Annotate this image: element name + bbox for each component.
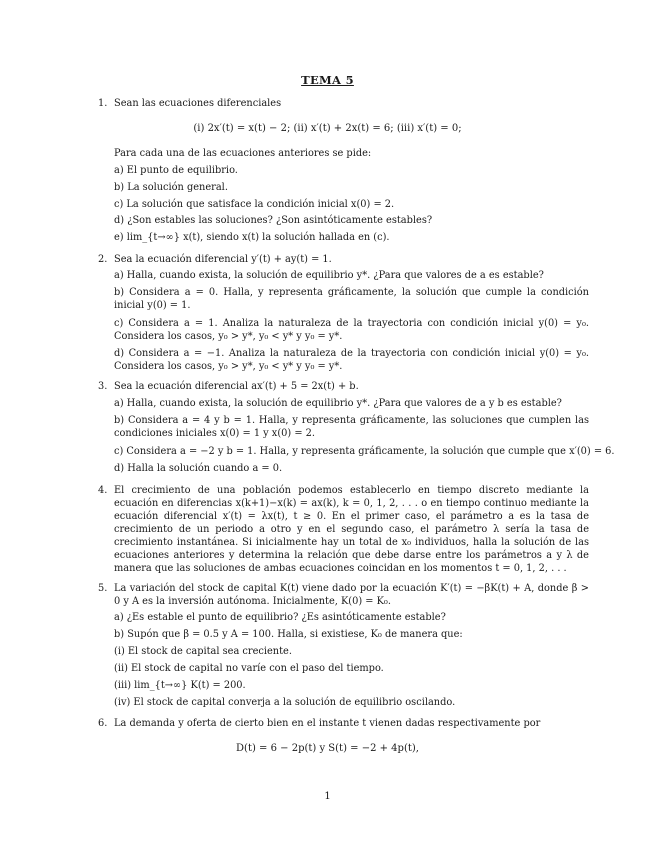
problem-3-item-b: b) Considera a = 4 y b = 1. Halla, y representa gráficamente, las soluciones que cumplen las condiciones iniciales x(0) = 1 y x(0) = 2. — [114, 415, 589, 439]
problem-2-number: 2. — [98, 254, 108, 265]
problem-2-item-c: c) Considera a = 1. Analiza la naturaleza de la trayectoria con condición inicial y(0) = y₀. Considera los casos, y₀ > y*, y₀ < y* y y₀ = y*. — [114, 318, 589, 342]
problem-1-intro: Sean las ecuaciones diferenciales — [114, 98, 282, 109]
problem-3-item-c: c) Considera a = −2 y b = 1. Halla, y representa gráficamente, la solución que cumple que x′(0) = 6. — [114, 446, 615, 457]
problem-3-intro: Sea la ecuación diferencial ax′(t) + 5 = 2x(t) + b. — [114, 381, 359, 392]
problem-3-item-d: d) Halla la solución cuando a = 0. — [114, 463, 283, 474]
problem-1-item-c: c) La solución que satisface la condición inicial x(0) = 2. — [114, 199, 395, 210]
problem-5-item-b: b) Supón que β = 0.5 y A = 100. Halla, si existiese, K₀ de manera que: — [114, 629, 463, 640]
problem-6-number: 6. — [98, 718, 108, 729]
problem-1-equations: (i) 2x′(t) = x(t) − 2; (ii) x′(t) + 2x(t) = 6; (iii) x′(t) = 0; — [193, 123, 462, 134]
problem-6-equation: D(t) = 6 − 2p(t) y S(t) = −2 + 4p(t), — [236, 743, 419, 754]
problem-5-item-i: (i) El stock de capital sea creciente. — [114, 646, 292, 657]
problem-4-text: El crecimiento de una población podemos establecerlo en tiempo discreto mediante la ecuación en diferencias x(k+1)−x(k) = ax(k), k = 0, 1, 2, . . . o en tiempo continuo mediante la ecuación diferencial x′(t) = λx(t), t ≥ 0. En el primer caso, el parámetro a es la tasa de crecimiento de un periodo a otro y en el segundo caso, el parámetro λ sería la tasa de crecimiento instantánea. Si inicialmente hay un total de x₀ individuos, halla la solución de las ecuaciones anteriores y determina la relación que debe darse entre los parámetros a y λ de manera que las soluciones de ambas ecuaciones coincidan en los momentos t = 0, 1, 2, . . . — [114, 485, 589, 574]
problem-3-number: 3. — [98, 381, 108, 392]
problem-2-intro: Sea la ecuación diferencial y′(t) + ay(t) = 1. — [114, 254, 332, 265]
problem-1-number: 1. — [98, 98, 108, 109]
problem-5-item-iv: (iv) El stock de capital converja a la solución de equilibrio oscilando. — [114, 697, 456, 708]
problem-5-text: La variación del stock de capital K(t) viene dado por la ecuación K′(t) = −βK(t) + A, donde β > 0 y A es la inversión autónoma. Inicialmente, K(0) = K₀. — [114, 583, 589, 607]
page-title: TEMA 5 — [301, 73, 354, 87]
page-number: 1 — [324, 791, 331, 802]
problem-1-item-a: a) El punto de equilibrio. — [114, 165, 238, 176]
problem-4-number: 4. — [98, 485, 108, 496]
problem-2-item-b: b) Considera a = 0. Halla, y representa gráficamente, la solución que cumple la condición inicial y(0) = 1. — [114, 287, 589, 311]
problem-2-item-a: a) Halla, cuando exista, la solución de equilibrio y*. ¿Para que valores de a es estable? — [114, 270, 544, 281]
problem-1-item-d: d) ¿Son estables las soluciones? ¿Son asintóticamente estables? — [114, 215, 433, 226]
problem-5-item-a: a) ¿Es estable el punto de equilibrio? ¿Es asintóticamente estable? — [114, 612, 446, 623]
problem-2-item-d: d) Considera a = −1. Analiza la naturaleza de la trayectoria con condición inicial y(0) = y₀. Considera los casos, y₀ > y*, y₀ < y* y y₀ = y*. — [114, 348, 589, 372]
problem-5-number: 5. — [98, 583, 108, 594]
problem-5-item-iii: (iii) lim_{t→∞} K(t) = 200. — [114, 680, 246, 691]
problem-6-text: La demanda y oferta de cierto bien en el instante t vienen dadas respectivamente por — [114, 718, 541, 729]
problem-5-item-ii: (ii) El stock de capital no varíe con el paso del tiempo. — [114, 663, 384, 674]
problem-1-lead: Para cada una de las ecuaciones anteriores se pide: — [114, 148, 372, 159]
problem-3-item-a: a) Halla, cuando exista, la solución de equilibrio y*. ¿Para que valores de a y b es estable? — [114, 398, 562, 409]
problem-1-item-e: e) lim_{t→∞} x(t), siendo x(t) la solución hallada en (c). — [114, 232, 390, 243]
problem-1-item-b: b) La solución general. — [114, 182, 228, 193]
